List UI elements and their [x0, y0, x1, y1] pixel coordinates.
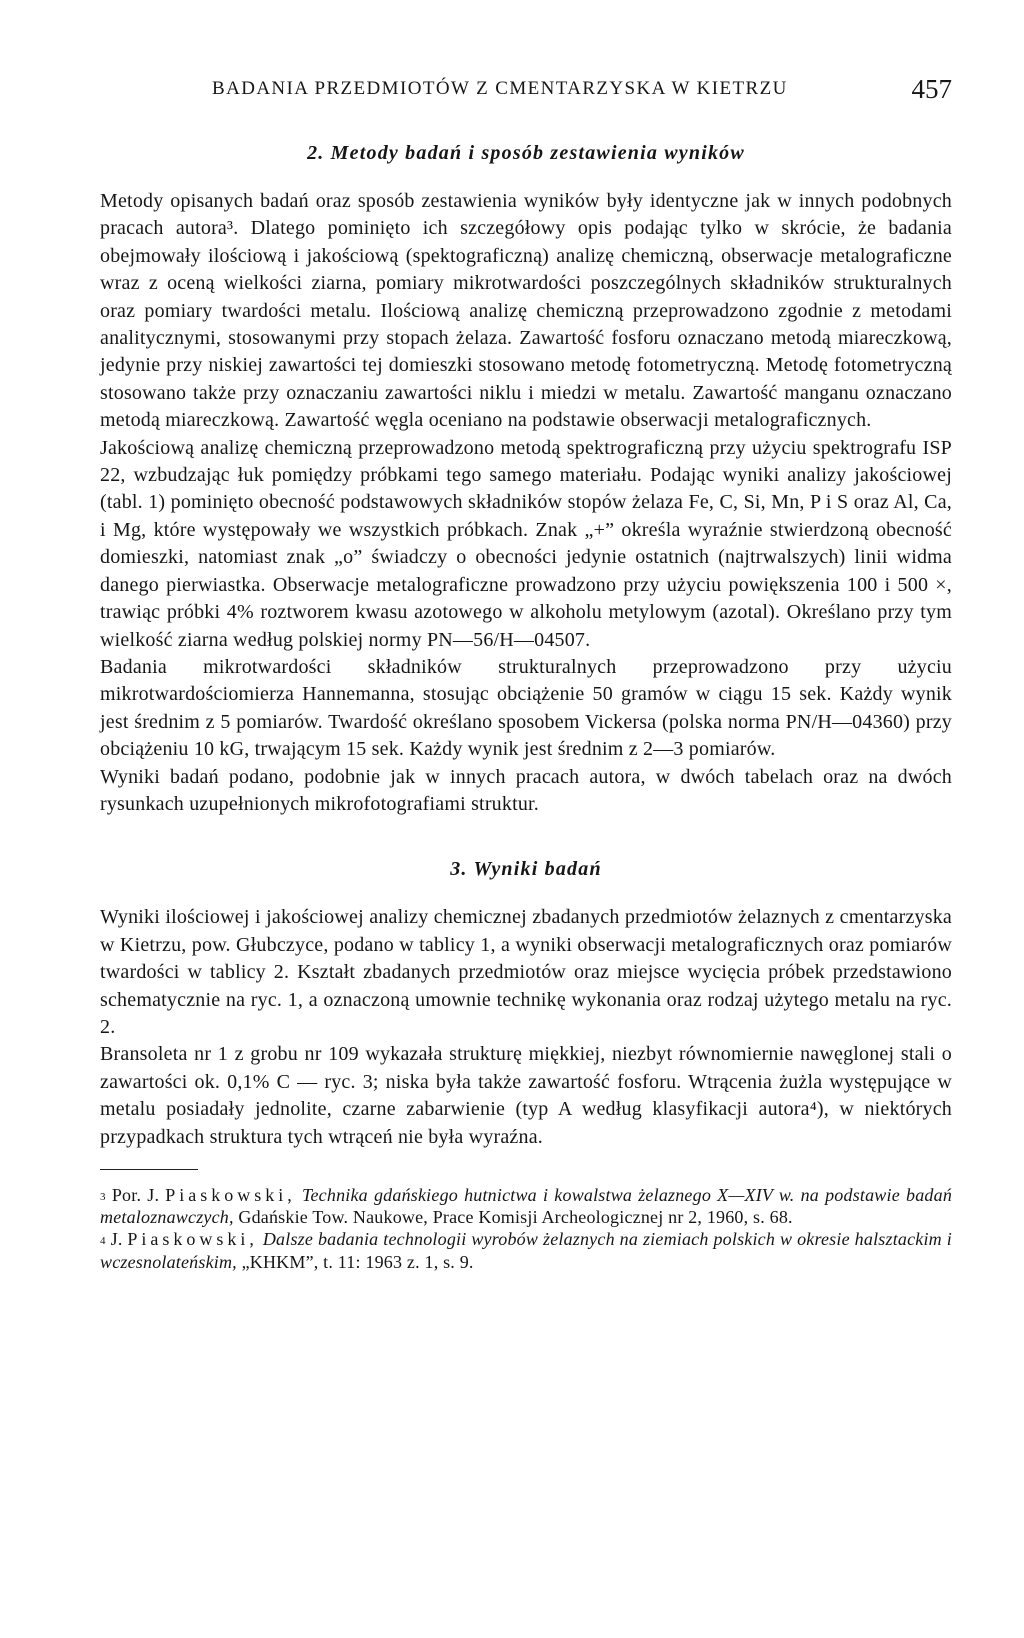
footnote-lead: Por. J.: [111, 1185, 160, 1205]
footnote-lead: J.: [110, 1229, 123, 1250]
running-head: BADANIA PRZEDMIOTÓW Z CMENTARZYSKA W KIETRZU: [212, 78, 788, 99]
footnote: [100, 1184, 952, 1228]
footnote-author: Piaskowski,: [127, 1229, 258, 1250]
footnote-rest: „KHKM”, t. 11: 1963 z. 1, s. 9.: [241, 1251, 474, 1272]
footnote-title: Technika gdańskiego hutnictwa i kowalstwa żelaznego X—XIV w. na podstawie badań metaloznawczych,: [100, 1185, 953, 1228]
body-paragraph: Jakościową analizę chemiczną przeprowadzono metodą spektrograficzną przy użyciu spektrografu ISP 22, wzbudzając łuk pomiędzy próbkami tego samego materiału. Podając wyniki analizy jakościowej (tabl. 1) pominięto obecność podstawowych składników stopów żelaza Fe, C, Si, Mn, P i S oraz Al, Ca, i Mg, które występowały we wszystkich próbkach. Znak „+” określa wyraźnie stwierdzoną obecność domieszki, natomiast znak „o” świadczy o obecności jedynie ostatnich (najtrwalszych) linii widma danego pierwiastka. Obserwacje metalograficzne prowadzono przy użyciu powiększenia 100 i 500 ×, trawiąc próbki 4% roztworem kwasu azotowego w alkoholu metylowym (azotal). Określano przy tym wielkość ziarna według polskiej normy PN—56/H—04507.: [100, 436, 952, 651]
footnote-rest: Gdańskie Tow. Naukowe, Prace Komisji Archeologicznej nr 2, 1960, s. 68.: [238, 1207, 793, 1228]
page-header: [100, 74, 952, 108]
body-paragraph: Bransoleta nr 1 z grobu nr 109 wykazała strukturę miękkiej, niezbyt równomiernie nawęglonej stali o zawartości ok. 0,1% C — ryc. 3; niska była także zawartość fosforu. Wtrącenia żużla występujące w metalu posiadały jednolite, czarne zabarwienie (typ A według klasyfikacji autora⁴), w niektórych przypadkach struktura tych wtrąceń nie była wyraźna.: [100, 1043, 952, 1148]
body-paragraph: Wyniki badań podano, podobnie jak w innych pracach autora, w dwóch tabelach oraz na dwóch rysunkach uzupełnionych mikrofotografiami struktur.: [100, 765, 952, 815]
footnote-separator: [100, 1169, 198, 1170]
section-heading-methods: 2. Metody badań i sposób zestawienia wyników: [307, 142, 745, 164]
footnote: [100, 1228, 952, 1272]
page-number: 457: [911, 74, 952, 104]
footnote-marker: 3: [100, 1191, 106, 1203]
body-paragraph: Wyniki ilościowej i jakościowej analizy chemicznej zbadanych przedmiotów żelaznych z cmentarzyska w Kietrzu, pow. Głubczyce, podano w tablicy 1, a wyniki obserwacji metalograficznych oraz pomiarów twardości w tablicy 2. Kształt zbadanych przedmiotów oraz miejsce wycięcia próbek przedstawiono schematycznie na ryc. 1, a oznaczoną umownie technikę wykonania oraz rodzaj użytego metalu na ryc. 2.: [100, 906, 952, 1038]
footnote-author: Piaskowski,: [165, 1185, 296, 1205]
footnote-title: Dalsze badania technologii wyrobów żelaznych na ziemiach polskich w okresie halsztackim i wczesnolateńskim,: [100, 1229, 952, 1272]
body-paragraph: Metody opisanych badań oraz sposób zestawienia wyników były identyczne jak w innych podobnych pracach autora³. Dlatego pominięto ich szczegółowy opis podając tylko w skrócie, że badania obejmowały ilościową i jakościową (spektograficzną) analizę chemiczną, obserwacje metalograficzne wraz z oceną wielkości ziarna, pomiary mikrotwardości poszczególnych składników strukturalnych oraz pomiary twardości metalu. Ilościową analizę chemiczną przeprowadzono zgodnie z metodami analitycznymi, stosowanymi przy stopach żelaza. Zawartość fosforu oznaczano metodą miareczkową, jedynie przy niskiej zawartości tej domieszki stosowano metodę fotometryczną. Metodę fotometryczną stosowano także przy oznaczaniu zawartości niklu i miedzi w metalu. Zawartość manganu oznaczano metodą miareczkową. Zawartość węgla oceniano na podstawie obserwacji metalograficznych.: [100, 190, 952, 432]
section-heading-results: 3. Wyniki badań: [450, 858, 602, 881]
body-paragraph: Badania mikrotwardości składników strukturalnych przeprowadzono przy użyciu mikrotwardościomierza Hannemanna, stosując obciążenie 50 gramów w ciągu 15 sek. Każdy wynik jest średnim z 5 pomiarów. Twardość określano sposobem Vickersa (polska norma PN/H—04360) przy obciążeniu 10 kG, trwającym 15 sek. Każdy wynik jest średnim z 2—3 pomiarów.: [100, 655, 952, 761]
footnote-marker: 4: [100, 1235, 106, 1248]
page-body: [100, 138, 952, 1273]
